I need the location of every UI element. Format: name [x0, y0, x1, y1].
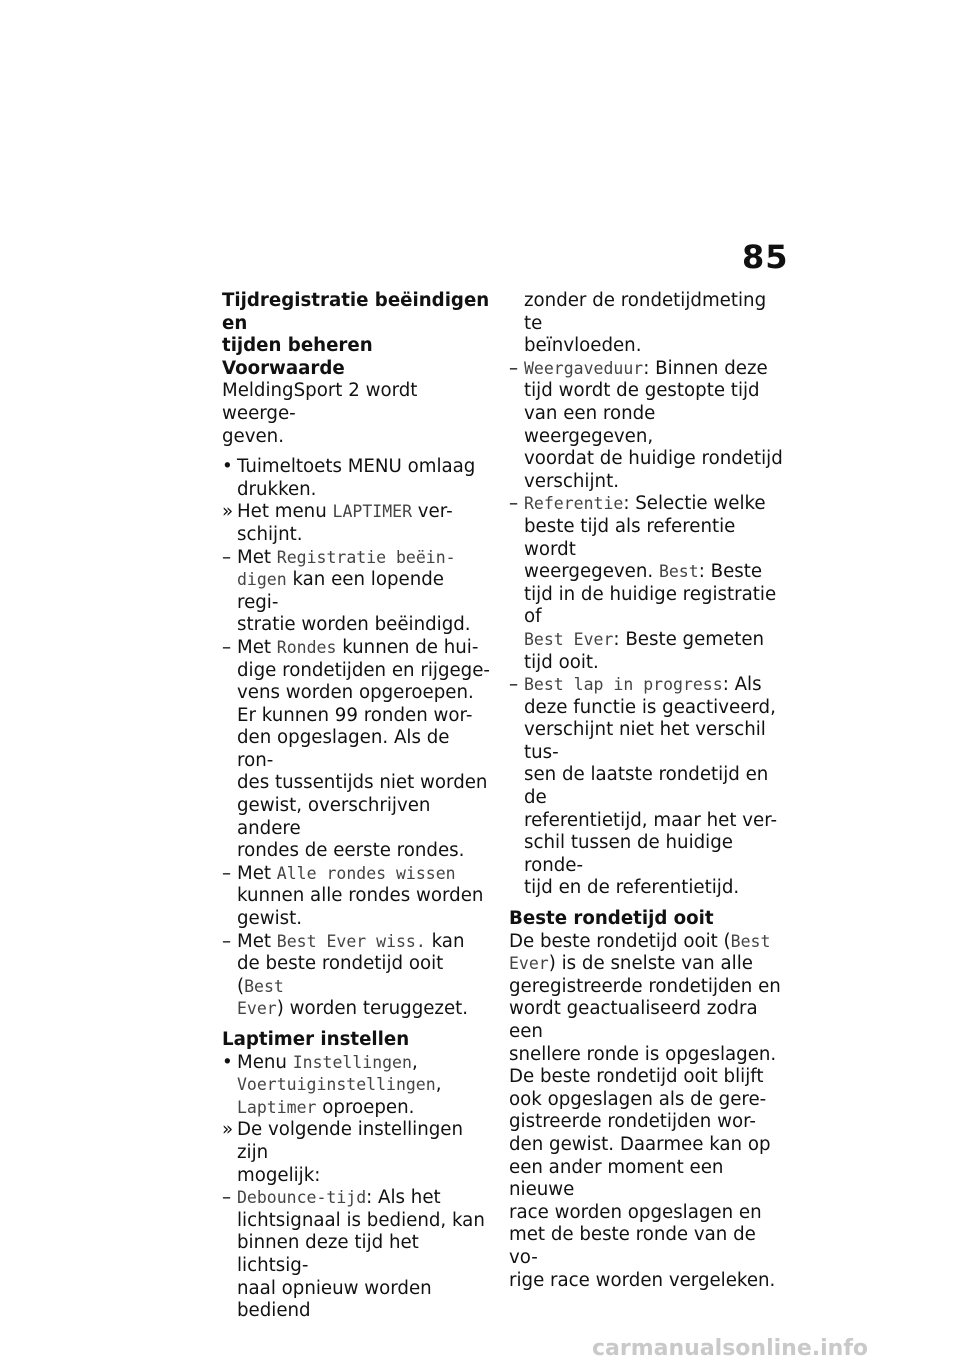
- dash-icon: –: [222, 546, 232, 568]
- best-lap-paragraph: De beste rondetijd ooit (Best Ever) is de snelste van alle geregistreerde rondetijden en wordt geactualiseerd zodra een snellere ronde is opgeslagen. De beste rondetijd ooit blijft ook opgeslagen als de gere- gistreerde rondetijden wor- den gewist. Daarmee kan op een ander moment een nieuwe race worden opgeslagen en met de beste ronde van de vo- rige race worden vergeleken.: [509, 930, 781, 1291]
- dash-icon: –: [222, 1187, 232, 1209]
- result-arrow-icon: »: [222, 1119, 234, 1141]
- dash-icon: –: [222, 862, 232, 884]
- bullet-step: • Tuimeltoets MENU omlaag drukken.: [222, 456, 476, 500]
- bullet-icon: •: [222, 456, 233, 478]
- result-arrow-icon: »: [222, 501, 234, 523]
- dash-icon: –: [509, 674, 519, 696]
- dash-icon: –: [509, 357, 519, 379]
- dash-item: – Met Best Ever wiss. kan de beste rondetijd ooit (Best Ever) worden teruggezet.: [222, 930, 469, 1020]
- section-heading: Tijdregistratie beëindigen en tijden beheren: [222, 290, 490, 357]
- result-step: » Het menu LAPTIMER ver- schijnt.: [222, 501, 453, 545]
- subheading-laptimer: Laptimer instellen: [222, 1029, 410, 1050]
- dash-item: – Weergaveduur: Binnen deze tijd wordt de gestopte tijd van een ronde weergegeven, voordat de huidige rondetijd verschijnt.: [509, 357, 783, 492]
- dash-icon: –: [222, 636, 232, 658]
- dash-icon: –: [222, 930, 232, 952]
- subheading-prerequisite: Voorwaarde: [222, 357, 345, 379]
- left-column: [222, 290, 490, 1323]
- dash-item: – Met Registratie beëin- digen kan een lopende regi- stratie worden beëindigd.: [222, 546, 471, 636]
- dash-item: – Met Rondes kunnen de hui- dige rondetijden en rijgege- vens worden opgeroepen. Er kunnen 99 ronden wor- den opgeslagen. Als de ron- des tussentijds niet worden gewist, overschrijven andere rondes de eerste rondes.: [222, 636, 490, 862]
- dash-item: – Best lap in progress: Als deze functie is geactiveerd, verschijnt niet het verschil tus- sen de laatste rondetijd en de referentietijd, maar het ver- schil tussen de huidige ronde- tijd en de referentietijd.: [509, 674, 778, 899]
- dash-item: – Met Alle rondes wissen kunnen alle rondes worden gewist.: [222, 862, 484, 930]
- result-step: » De volgende instellingen zijn mogelijk:: [222, 1119, 464, 1186]
- bullet-icon: •: [222, 1051, 233, 1073]
- dash-item: – Debounce-tijd: Als het lichtsignaal is bediend, kan binnen deze tijd het lichtsig- naal opnieuw worden bediend: [222, 1187, 485, 1322]
- page-number: 85: [742, 238, 789, 276]
- subheading-best-lap: Beste rondetijd ooit: [509, 908, 714, 930]
- dash-icon: –: [509, 493, 519, 515]
- prerequisite-text: MeldingSport 2 wordt weerge- geven.: [222, 380, 418, 447]
- bullet-step: • Menu Instellingen, Voertuiginstellingen, Laptimer oproepen.: [222, 1051, 442, 1118]
- dash-item: – Referentie: Selectie welke beste tijd als referentie wordt weergegeven. Best: Beste tijd in de huidige registratie of Best Ever: Beste gemeten tijd ooit.: [509, 493, 777, 673]
- continued-text: zonder de rondetijdmeting te beïnvloeden.: [524, 290, 767, 357]
- watermark: carmanualsonline.info: [592, 1336, 868, 1361]
- right-column: [509, 290, 784, 1292]
